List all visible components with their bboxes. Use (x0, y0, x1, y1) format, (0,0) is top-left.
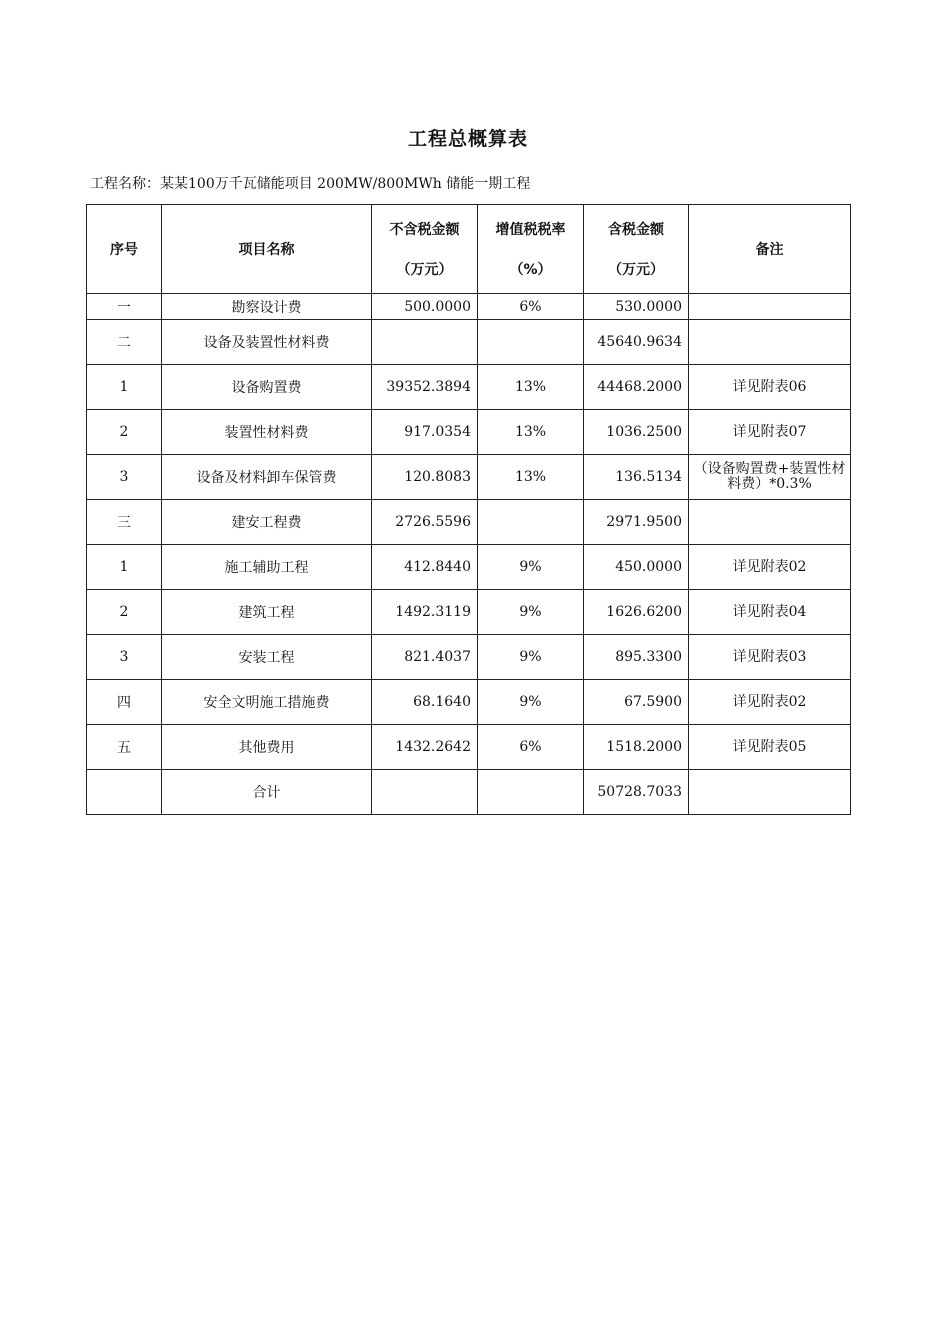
project-name: 工程名称：某某100万千瓦储能项目 200MW/800MWh 储能一期工程 (90, 176, 531, 192)
header-seq: 序号 (87, 205, 162, 294)
table-row (87, 635, 851, 680)
cell-pretax: 821.4037 (372, 635, 478, 680)
cell-name: 其他费用 (162, 725, 372, 770)
budget-summary-table (86, 204, 851, 815)
cell-rate (478, 770, 584, 815)
page-title: 工程总概算表 (407, 128, 528, 150)
cell-pretax: 1492.3119 (372, 590, 478, 635)
cell-aftertax: 1518.2000 (584, 725, 689, 770)
cell-aftertax: 530.0000 (584, 294, 689, 320)
cell-pretax: 500.0000 (372, 294, 478, 320)
cell-rate: 9% (478, 680, 584, 725)
table-row (87, 680, 851, 725)
table-row (87, 500, 851, 545)
cell-seq: 四 (87, 680, 162, 725)
cell-name: 施工辅助工程 (162, 545, 372, 590)
table-row (87, 365, 851, 410)
cell-name: 设备及材料卸车保管费 (162, 455, 372, 500)
cell-name: 安全文明施工措施费 (162, 680, 372, 725)
cell-aftertax: 2971.9500 (584, 500, 689, 545)
cell-aftertax: 136.5134 (584, 455, 689, 500)
table-row (87, 545, 851, 590)
cell-pretax: 1432.2642 (372, 725, 478, 770)
cell-aftertax: 895.3300 (584, 635, 689, 680)
header-pretax: 不含税金额 （万元） (372, 205, 478, 294)
cell-aftertax: 50728.7033 (584, 770, 689, 815)
table-row (87, 725, 851, 770)
cell-seq: 2 (87, 410, 162, 455)
header-rate: 增值税税率 （%） (478, 205, 584, 294)
cell-note: 详见附表03 (689, 635, 851, 680)
cell-pretax (372, 320, 478, 365)
cell-name: 设备及装置性材料费 (162, 320, 372, 365)
header-aftertax: 含税金额 （万元） (584, 205, 689, 294)
cell-aftertax: 1626.6200 (584, 590, 689, 635)
cell-aftertax: 44468.2000 (584, 365, 689, 410)
cell-pretax: 120.8083 (372, 455, 478, 500)
cell-name: 勘察设计费 (162, 294, 372, 320)
cell-seq: 一 (87, 294, 162, 320)
cell-aftertax: 450.0000 (584, 545, 689, 590)
header-note: 备注 (689, 205, 851, 294)
cell-note: 详见附表04 (689, 590, 851, 635)
table-row (87, 455, 851, 500)
cell-seq: 二 (87, 320, 162, 365)
cell-pretax: 412.8440 (372, 545, 478, 590)
cell-note (689, 500, 851, 545)
cell-note (689, 770, 851, 815)
cell-pretax: 39352.3894 (372, 365, 478, 410)
cell-note: 详见附表07 (689, 410, 851, 455)
cell-aftertax: 1036.2500 (584, 410, 689, 455)
cell-note: 详见附表02 (689, 680, 851, 725)
cell-rate (478, 320, 584, 365)
cell-name: 合计 (162, 770, 372, 815)
cell-seq: 1 (87, 365, 162, 410)
cell-pretax (372, 770, 478, 815)
table-row (87, 590, 851, 635)
cell-name: 建安工程费 (162, 500, 372, 545)
table-row (87, 410, 851, 455)
cell-seq: 2 (87, 590, 162, 635)
cell-aftertax: 45640.9634 (584, 320, 689, 365)
cell-note: 详见附表06 (689, 365, 851, 410)
cell-seq: 三 (87, 500, 162, 545)
cell-name: 装置性材料费 (162, 410, 372, 455)
table-header-row (87, 205, 851, 294)
cell-seq: 五 (87, 725, 162, 770)
cell-name: 设备购置费 (162, 365, 372, 410)
cell-rate: 9% (478, 635, 584, 680)
cell-seq: 3 (87, 635, 162, 680)
cell-note: （设备购置费+装置性材料费）*0.3% (689, 455, 851, 500)
cell-aftertax: 67.5900 (584, 680, 689, 725)
cell-name: 安装工程 (162, 635, 372, 680)
cell-rate: 9% (478, 545, 584, 590)
header-name: 项目名称 (162, 205, 372, 294)
cell-name: 建筑工程 (162, 590, 372, 635)
table-row (87, 320, 851, 365)
cell-pretax: 2726.5596 (372, 500, 478, 545)
cell-seq: 1 (87, 545, 162, 590)
cell-pretax: 917.0354 (372, 410, 478, 455)
cell-rate: 13% (478, 365, 584, 410)
table-row-total (87, 770, 851, 815)
cell-note (689, 320, 851, 365)
cell-note: 详见附表02 (689, 545, 851, 590)
cell-pretax: 68.1640 (372, 680, 478, 725)
cell-seq (87, 770, 162, 815)
cell-rate: 13% (478, 410, 584, 455)
cell-rate: 13% (478, 455, 584, 500)
cell-note (689, 294, 851, 320)
cell-rate: 6% (478, 725, 584, 770)
cell-seq: 3 (87, 455, 162, 500)
cell-note: 详见附表05 (689, 725, 851, 770)
cell-rate: 6% (478, 294, 584, 320)
cell-rate (478, 500, 584, 545)
table-row (87, 294, 851, 320)
cell-rate: 9% (478, 590, 584, 635)
